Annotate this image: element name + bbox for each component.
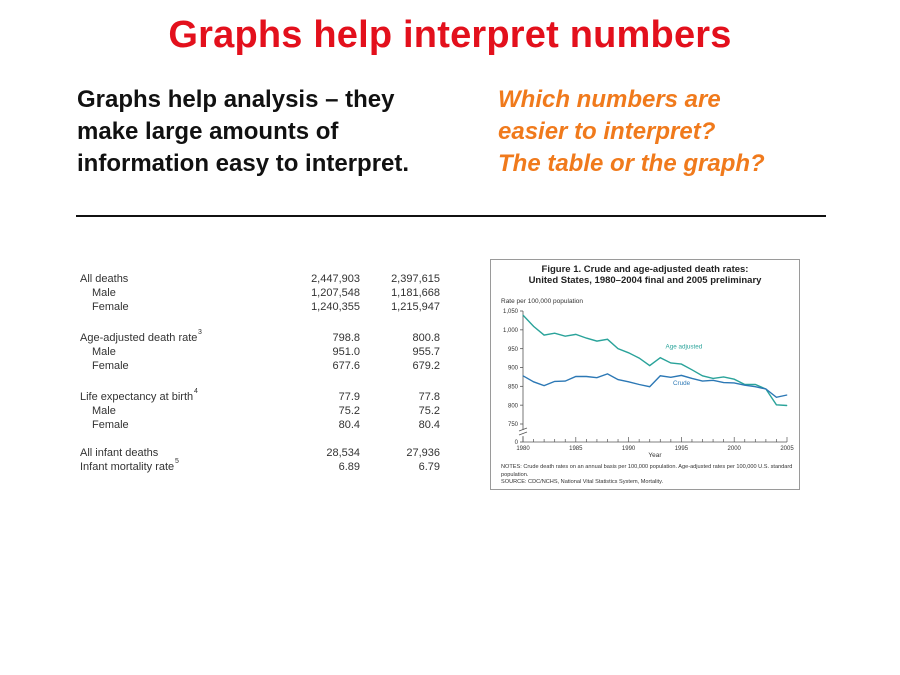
data-point [554, 381, 555, 382]
table-row [80, 360, 440, 374]
row-label: Female [92, 360, 129, 372]
value-col-1: 77.9 [338, 391, 360, 403]
intro-text [77, 84, 477, 180]
question-line: The table or the graph? [498, 150, 765, 177]
data-point [607, 339, 608, 340]
data-point [523, 375, 524, 376]
value-col-2: 679.2 [412, 360, 440, 372]
x-tick-label: 1980 [516, 446, 530, 452]
data-point [618, 348, 619, 349]
series-line-crude [523, 374, 787, 397]
data-point [523, 315, 524, 316]
row-label: Male [92, 346, 116, 358]
x-axis-label: Year [648, 452, 662, 459]
table-row [80, 419, 440, 433]
death-rate-chart [491, 260, 799, 489]
table-row [80, 346, 440, 360]
table-row [80, 287, 440, 301]
data-point [670, 363, 671, 364]
slide-title: Graphs help interpret numbers [168, 14, 732, 56]
x-tick-label: 1990 [621, 446, 636, 452]
y-tick-label: 1,000 [502, 328, 518, 335]
row-label: Male [92, 405, 116, 417]
footnote-marker: 3 [198, 329, 202, 336]
value-col-2: 1,181,668 [391, 287, 440, 299]
data-point [618, 379, 619, 380]
row-label: All deaths [80, 273, 129, 285]
row-label: Male [92, 287, 116, 299]
y-tick-label: 750 [507, 422, 518, 429]
data-point [597, 377, 598, 378]
y-tick-label: 1,050 [502, 309, 518, 316]
x-tick-label: 1995 [674, 446, 689, 452]
data-point [533, 326, 534, 327]
value-col-1: 75.2 [338, 405, 360, 417]
data-point [765, 389, 766, 390]
data-point [607, 374, 608, 375]
row-label: All infant deaths [80, 447, 159, 459]
table-row [80, 458, 440, 475]
data-point [649, 365, 650, 366]
data-point [692, 378, 693, 379]
data-point [692, 369, 693, 370]
value-col-1: 1,240,355 [311, 301, 360, 313]
data-point [533, 381, 534, 382]
data-point [628, 381, 629, 382]
data-point [734, 379, 735, 380]
value-col-2: 1,215,947 [391, 301, 440, 313]
row-label: Age-adjusted death rate [80, 332, 198, 344]
data-point [755, 384, 756, 385]
intro-line: Graphs help analysis – they [77, 86, 395, 113]
data-point [575, 376, 576, 377]
y-tick-label: 0 [514, 440, 518, 447]
question-text [498, 84, 828, 180]
data-point [734, 383, 735, 384]
data-point [670, 377, 671, 378]
data-point [639, 384, 640, 385]
chart-title-line: Figure 1. Crude and age-adjusted death rates: [541, 264, 749, 275]
data-point [575, 334, 576, 335]
intro-line: information easy to interpret. [77, 150, 410, 177]
chart-note: NOTES: Crude death rates on an annual basis per 100,000 population. Age-adjusted rates per 100,000 U.S. standard population. [501, 464, 793, 478]
y-axis-label: Rate per 100,000 population [501, 298, 584, 305]
data-point [649, 386, 650, 387]
value-col-1: 80.4 [338, 419, 360, 431]
value-col-1: 798.8 [332, 332, 360, 344]
data-point [565, 336, 566, 337]
data-point [660, 375, 661, 376]
data-point [660, 357, 661, 358]
data-point [723, 377, 724, 378]
series-label: Crude [672, 380, 691, 388]
data-point [787, 395, 788, 396]
value-col-1: 2,447,903 [311, 273, 360, 285]
value-col-2: 800.8 [412, 332, 440, 344]
table-row [80, 447, 440, 461]
data-point [723, 382, 724, 383]
footnote-marker: 4 [194, 388, 198, 395]
figure-box [490, 259, 800, 490]
data-point [597, 341, 598, 342]
data-point [586, 338, 587, 339]
data-point [544, 385, 545, 386]
value-col-1: 1,207,548 [311, 287, 360, 299]
value-col-2: 75.2 [418, 405, 440, 417]
footnote-marker: 5 [175, 458, 179, 465]
data-point [744, 385, 745, 386]
value-col-1: 677.6 [332, 360, 360, 372]
intro-line: make large amounts of [77, 118, 339, 145]
data-point [565, 381, 566, 382]
table-row [80, 273, 440, 287]
data-point [681, 364, 682, 365]
data-point [776, 397, 777, 398]
value-col-2: 80.4 [418, 419, 440, 431]
value-col-1: 6.89 [338, 461, 360, 473]
data-point [544, 335, 545, 336]
question-line: easier to interpret? [498, 118, 716, 145]
x-tick-label: 1985 [569, 446, 583, 452]
y-tick-label: 850 [507, 384, 518, 391]
data-point [787, 405, 788, 406]
y-tick-label: 950 [507, 346, 518, 353]
data-point [681, 375, 682, 376]
table-row [80, 405, 440, 419]
data-point [586, 376, 587, 377]
data-point [776, 404, 777, 405]
chart-title-line: United States, 1980–2004 final and 2005 preliminary [528, 275, 762, 286]
data-point [755, 386, 756, 387]
data-point [713, 380, 714, 381]
value-col-2: 77.8 [418, 391, 440, 403]
divider-rule [76, 215, 826, 217]
chart-notes [501, 464, 793, 487]
table-row [80, 388, 440, 405]
question-line: Which numbers are [498, 86, 721, 113]
data-point [639, 358, 640, 359]
table-row [80, 329, 440, 346]
y-tick-label: 900 [507, 365, 518, 372]
table-row [80, 301, 440, 315]
value-col-2: 27,936 [406, 447, 440, 459]
series-label: Age adjusted [665, 343, 703, 351]
value-col-1: 28,534 [326, 447, 360, 459]
y-tick-label: 800 [507, 403, 518, 410]
row-label: Life expectancy at birth [80, 391, 194, 403]
data-point [713, 378, 714, 379]
chart-source: SOURCE: CDC/NCHS, National Vital Statistics System, Mortality. [501, 479, 664, 485]
value-col-1: 951.0 [332, 346, 360, 358]
data-point [628, 352, 629, 353]
data-point [702, 381, 703, 382]
value-col-2: 2,397,615 [391, 273, 440, 285]
x-tick-label: 2000 [727, 446, 741, 452]
data-point [702, 375, 703, 376]
data-point [554, 333, 555, 334]
series-line-age-adjusted [523, 315, 787, 405]
value-col-2: 6.79 [418, 461, 440, 473]
x-tick-label: 2005 [780, 446, 794, 452]
value-col-2: 955.7 [412, 346, 440, 358]
row-label: Female [92, 419, 129, 431]
row-label: Infant mortality rate [80, 461, 175, 473]
row-label: Female [92, 301, 129, 313]
